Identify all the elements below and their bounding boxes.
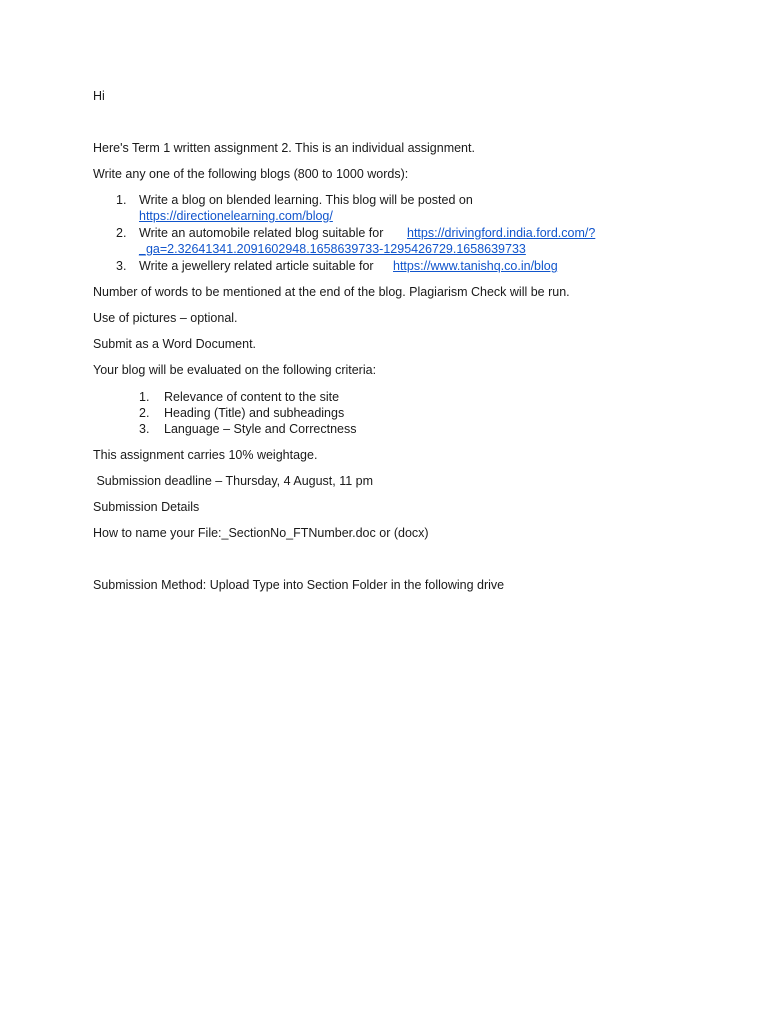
submission-method-note: Submission Method: Upload Type into Section Folder in the following drive xyxy=(93,578,505,592)
submit-format-note: Submit as a Word Document. xyxy=(93,337,257,351)
list-item-number: 2. xyxy=(116,226,127,240)
submission-details-heading: Submission Details xyxy=(93,500,200,514)
blog-link-drivingford[interactable]: https://drivingford.india.ford.com/? xyxy=(407,226,596,240)
list-item-text: Write an automobile related blog suitable for xyxy=(139,226,384,240)
list-item-number: 1. xyxy=(139,390,150,404)
blog-link-directionelearning[interactable]: https://directionelearning.com/blog/ xyxy=(139,209,333,223)
pictures-note: Use of pictures – optional. xyxy=(93,311,238,325)
greeting-text: Hi xyxy=(93,89,105,103)
list-item-text: Heading (Title) and subheadings xyxy=(164,406,345,420)
deadline-note: Submission deadline – Thursday, 4 August, 11 pm xyxy=(93,474,374,488)
word-count-note: Number of words to be mentioned at the end of the blog. Plagiarism Check will be run. xyxy=(93,285,570,299)
weightage-note: This assignment carries 10% weightage. xyxy=(93,448,318,462)
list-item-number: 3. xyxy=(116,259,127,273)
list-item-text: Write a blog on blended learning. This blog will be posted on xyxy=(139,193,473,207)
list-item-text: Relevance of content to the site xyxy=(164,390,340,404)
instruction-text: Write any one of the following blogs (800 to 1000 words): xyxy=(93,167,409,181)
intro-text: Here's Term 1 written assignment 2. This is an individual assignment. xyxy=(93,141,475,155)
blog-link-drivingford-continued[interactable]: _ga=2.32641341.2091602948.1658639733-1295426729.1658639733 xyxy=(139,242,526,256)
list-item-text: Write a jewellery related article suitable for xyxy=(139,259,374,273)
criteria-intro: Your blog will be evaluated on the following criteria: xyxy=(93,363,377,377)
file-naming-note: How to name your File:_SectionNo_FTNumber.doc or (docx) xyxy=(93,526,429,540)
list-item-number: 2. xyxy=(139,406,150,420)
list-item-number: 1. xyxy=(116,193,127,207)
list-item-text: Language – Style and Correctness xyxy=(164,422,357,436)
blog-link-tanishq[interactable]: https://www.tanishq.co.in/blog xyxy=(393,259,558,273)
list-item-number: 3. xyxy=(139,422,150,436)
